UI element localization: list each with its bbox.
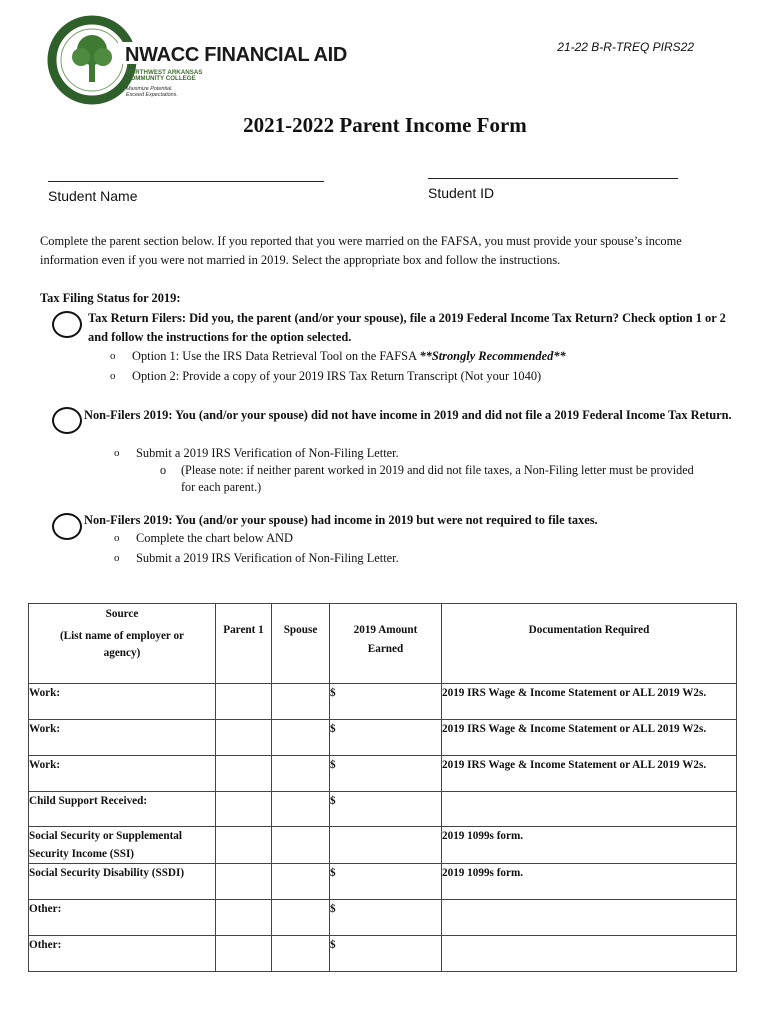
bullet-text: Option 1: Use the IRS Data Retrieval Tool on the FAFSA: [132, 349, 420, 363]
option-tax-filers-radio[interactable]: [52, 311, 82, 338]
header-amount: [330, 604, 442, 684]
header-spouse: [272, 604, 330, 684]
amount-cell[interactable]: [330, 827, 442, 864]
bullet-marker: o: [114, 552, 120, 564]
spouse-cell[interactable]: [272, 864, 330, 900]
logo-tagline-line1: Maximize Potential.: [126, 86, 173, 92]
table-row: [29, 684, 737, 720]
non-filing-note: (Please note: if neither parent worked in 2019 and did not file taxes, a Non-Filing letter must be provided for each parent.): [181, 463, 694, 494]
parent1-cell[interactable]: [216, 792, 272, 827]
parent1-cell[interactable]: [216, 864, 272, 900]
source-cell: Other:: [29, 936, 216, 972]
amount-cell[interactable]: $: [330, 864, 442, 900]
table-row: [29, 756, 737, 792]
logo-tagline-line2: Exceed Expectations.: [126, 92, 178, 98]
option-tax-filers-heading: Tax Return Filers: Did you, the parent (and/or your spouse), file a 2019 Federal Income Tax Return? Check option 1 or 2 and follow the instructions for the option selected.: [88, 311, 726, 344]
parent1-cell[interactable]: [216, 936, 272, 972]
option-non-filers-no-income-bullet-1: [114, 445, 399, 462]
header-documentation-label: Documentation Required: [528, 624, 650, 636]
parent1-cell[interactable]: [216, 684, 272, 720]
documentation-cell: 2019 IRS Wage & Income Statement or ALL 2019 W2s.: [442, 720, 737, 756]
option-non-filers-with-income-bullet-1: [114, 530, 293, 547]
option-non-filers-no-income-heading: Non-Filers 2019: You (and/or your spouse) did not have income in 2019 and did not file a 2019 Federal Income Tax Return.: [84, 408, 732, 422]
form-title: 2021-2022 Parent Income Form: [243, 113, 527, 137]
bullet-marker: o: [110, 350, 116, 362]
spouse-cell[interactable]: [272, 684, 330, 720]
source-cell: Social Security Disability (SSDI): [29, 864, 216, 900]
option-tax-filers-bullet-2: [110, 368, 541, 385]
option-tax-filers-bullet-1: [110, 348, 566, 365]
amount-cell[interactable]: $: [330, 720, 442, 756]
table-row: [29, 900, 737, 936]
documentation-cell: 2019 1099s form.: [442, 864, 737, 900]
parent1-cell[interactable]: [216, 756, 272, 792]
source-cell: Other:: [29, 900, 216, 936]
income-table: [28, 603, 737, 972]
spouse-cell[interactable]: [272, 756, 330, 792]
table-row: [29, 792, 737, 827]
bullet-text: Submit a 2019 IRS Verification of Non-Filing Letter.: [136, 551, 399, 565]
bullet-marker: o: [114, 447, 120, 459]
option-non-filers-with-income-heading: Non-Filers 2019: You (and/or your spouse) had income in 2019 but were not required to file taxes.: [84, 513, 598, 527]
table-row: [29, 827, 737, 864]
amount-cell[interactable]: $: [330, 756, 442, 792]
bullet-text: Complete the chart below AND: [136, 531, 293, 545]
tax-status-heading: Tax Filing Status for 2019:: [40, 291, 181, 305]
option-non-filers-with-income-radio[interactable]: [52, 513, 82, 540]
non-filing-note-marker: o: [160, 463, 167, 477]
spouse-cell[interactable]: [272, 720, 330, 756]
amount-cell[interactable]: $: [330, 684, 442, 720]
bullet-text: Submit a 2019 IRS Verification of Non-Filing Letter.: [136, 446, 399, 460]
header-documentation: [442, 604, 737, 684]
form-code: 21-22 B-R-TREQ PIRS22: [557, 40, 694, 54]
header-amount-label: 2019 Amount Earned: [353, 624, 418, 655]
bullet-marker: o: [114, 532, 120, 544]
logo-subtitle-line2: COMMUNITY COLLEGE: [126, 75, 196, 83]
header-source: [29, 604, 216, 684]
amount-cell[interactable]: $: [330, 936, 442, 972]
header-source-label: Source: [105, 608, 139, 620]
documentation-cell: 2019 IRS Wage & Income Statement or ALL 2019 W2s.: [442, 684, 737, 720]
amount-cell[interactable]: $: [330, 792, 442, 827]
instructions-paragraph: Complete the parent section below. If you reported that you were married on the FAFSA, you must provide your spouse’s income information even if you were not married in 2019. Select the appropriate box and follow the instructions.: [40, 234, 682, 267]
documentation-cell: 2019 1099s form.: [442, 827, 737, 864]
source-cell: Social Security or Supplemental Security Income (SSI): [29, 827, 216, 864]
table-row: [29, 720, 737, 756]
student-name-label: Student Name: [48, 188, 138, 204]
parent1-cell[interactable]: [216, 720, 272, 756]
header-spouse-label: Spouse: [283, 624, 318, 636]
source-cell: Child Support Received:: [29, 792, 216, 827]
source-cell: Work:: [29, 756, 216, 792]
table-row: [29, 936, 737, 972]
strongly-recommended-note: **Strongly Recommended**: [419, 349, 566, 363]
logo-subtitle: [126, 70, 202, 83]
table-row: [29, 864, 737, 900]
student-name-field[interactable]: [48, 181, 324, 182]
parent1-cell[interactable]: [216, 827, 272, 864]
spouse-cell[interactable]: [272, 936, 330, 972]
logo-title: NWACC FINANCIAL AID: [125, 44, 348, 66]
documentation-cell: [442, 936, 737, 972]
header-parent1-label: Parent 1: [223, 624, 264, 636]
student-id-label: Student ID: [428, 185, 495, 201]
nwacc-logo: [46, 14, 348, 106]
header-source-note: (List name of employer or agency): [59, 630, 185, 659]
documentation-cell: [442, 900, 737, 936]
table-header-row: [29, 604, 737, 684]
spouse-cell[interactable]: [272, 827, 330, 864]
header-parent1: [216, 604, 272, 684]
source-cell: Work:: [29, 720, 216, 756]
logo-tagline: [126, 86, 178, 98]
student-id-field[interactable]: [428, 178, 678, 179]
bullet-text: Option 2: Provide a copy of your 2019 IRS Tax Return Transcript (Not your 1040): [132, 369, 542, 383]
option-non-filers-with-income-bullet-2: [114, 550, 399, 567]
documentation-cell: [442, 792, 737, 827]
logo-subtitle-line1: NORTHWEST ARKANSAS: [126, 69, 203, 76]
spouse-cell[interactable]: [272, 900, 330, 936]
documentation-cell: 2019 IRS Wage & Income Statement or ALL 2019 W2s.: [442, 756, 737, 792]
bullet-marker: o: [110, 370, 116, 382]
spouse-cell[interactable]: [272, 792, 330, 827]
parent1-cell[interactable]: [216, 900, 272, 936]
option-non-filers-no-income-radio[interactable]: [52, 407, 82, 434]
amount-cell[interactable]: $: [330, 900, 442, 936]
source-cell: Work:: [29, 684, 216, 720]
